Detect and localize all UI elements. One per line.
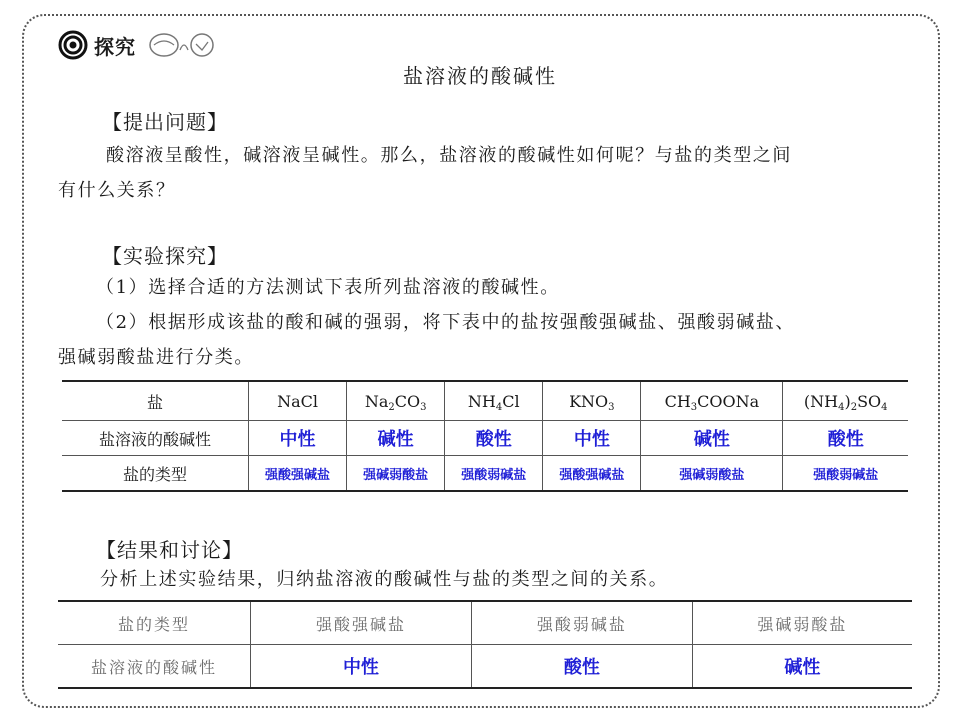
row-label: 盐 (62, 381, 249, 421)
acidity-cell: 中性 (249, 421, 347, 456)
table-row (62, 456, 908, 492)
summary-table (58, 600, 912, 689)
type-cell: 强酸弱碱盐 (783, 456, 908, 492)
acidity-cell: 酸性 (445, 421, 543, 456)
acidity-cell: 碱性 (347, 421, 445, 456)
table-row (58, 645, 912, 689)
acidity-cell: 酸性 (783, 421, 908, 456)
type-cell: 强酸弱碱盐 (445, 456, 543, 492)
type-cell: 强碱弱酸盐 (641, 456, 783, 492)
acidity-cell: 碱性 (641, 421, 783, 456)
heading-experiment: 【实验探究】 (102, 244, 228, 268)
type-header: 强碱弱酸盐 (692, 601, 912, 645)
step-1: （1）选择合适的方法测试下表所列盐溶液的酸碱性。 (96, 277, 560, 298)
page-title: 盐溶液的酸碱性 (403, 64, 557, 88)
heading-question: 【提出问题】 (102, 110, 228, 134)
row-label: 盐的类型 (122, 464, 187, 484)
type-cell: 强酸强碱盐 (249, 456, 347, 492)
salt-nacl: NaCl (249, 381, 347, 421)
table-row (58, 601, 912, 645)
doodle-icon (144, 30, 216, 60)
question-line-2: 有什么关系？ (58, 180, 176, 201)
salt-kno3: $KNO_3$ (543, 381, 641, 421)
salt-ch3coona: $CH_3COONa$ (641, 381, 783, 421)
step-2-line-2: 强碱弱酸盐进行分类。 (58, 347, 254, 368)
row-label: 盐溶液的酸碱性 (90, 657, 217, 677)
section-header (58, 30, 216, 60)
target-icon (58, 30, 88, 60)
heading-results: 【结果和讨论】 (96, 538, 243, 562)
results-text: 分析上述实验结果，归纳盐溶液的酸碱性与盐的类型之间的关系。 (100, 569, 669, 590)
acidity-cell: 中性 (543, 421, 641, 456)
salt-nh4cl: $NH_4Cl$ (445, 381, 543, 421)
question-line-1: 酸溶液呈酸性，碱溶液呈碱性。那么，盐溶液的酸碱性如何呢？与盐的类型之间 (106, 145, 792, 166)
row-label: 盐的类型 (58, 601, 251, 645)
salt-nh4-2so4: $(NH_4)_2SO_4$ (783, 381, 908, 421)
salt-na2co3: $Na_2CO_3$ (347, 381, 445, 421)
table-row (62, 421, 908, 456)
acidity-cell: 中性 (251, 645, 472, 689)
type-header: 强酸弱碱盐 (471, 601, 692, 645)
table-row (62, 381, 908, 421)
type-header: 强酸强碱盐 (251, 601, 472, 645)
type-cell: 强酸强碱盐 (543, 456, 641, 492)
type-cell: 强碱弱酸盐 (347, 456, 445, 492)
acidity-cell: 酸性 (471, 645, 692, 689)
acidity-cell: 碱性 (692, 645, 912, 689)
salt-table (62, 380, 908, 492)
row-label: 盐溶液的酸碱性 (62, 421, 249, 456)
step-2-line-1: （2）根据形成该盐的酸和碱的强弱，将下表中的盐按强酸强碱盐、强酸弱碱盐、 (96, 312, 796, 333)
section-label: 探究 (94, 34, 136, 59)
